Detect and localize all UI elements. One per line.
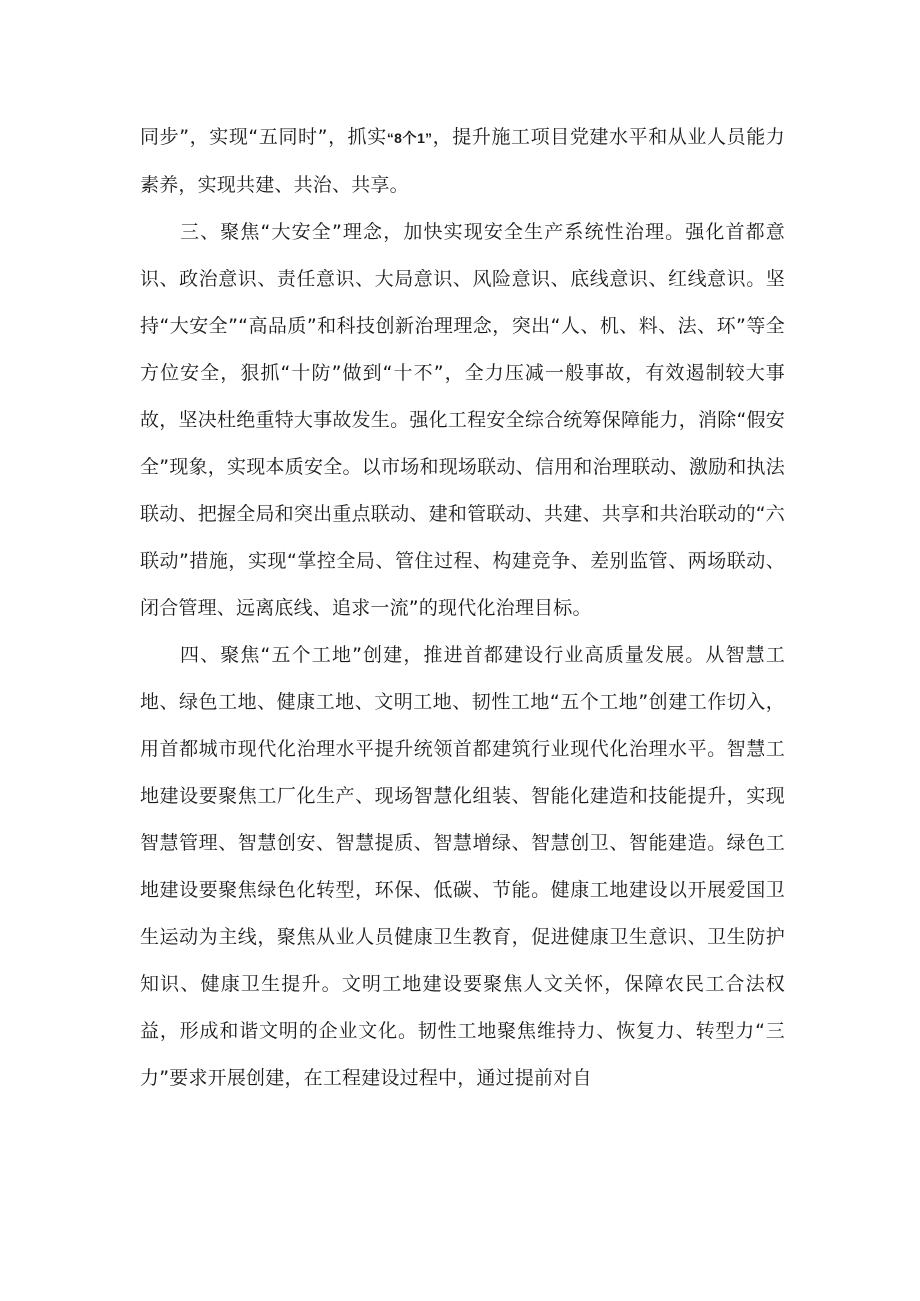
document-body bbox=[140, 114, 785, 1102]
paragraph-text-latin: “8个1” bbox=[386, 130, 433, 146]
paragraph-text: 同步”，实现“五同时”，抓实 bbox=[140, 126, 387, 148]
paragraph-text: 三、聚焦“大安全”理念，加快实现安全生产系统性治理。强化首都意识、政治意识、责任意识、大局意识、风险意识、底线意识、红线意识。坚持“大安全”“高品质”和科技创新治理理念，突出“人、机、料、法、环”等全方位安全，狠抓“十防”做到“十不”，全力压减一般事故，有效遏制较大事故，坚决杜绝重特大事故发生。强化工程安全综合统筹保障能力，消除“假安全”现象，实现本质安全。以市场和现场联动、信用和治理联动、激励和执法联动、把握全局和突出重点联动、建和管联动、共建、共享和共治联动的“六联动”措施，实现“掌控全局、管住过程、构建竞争、差别监管、两场联动、闭合管理、远离底线、追求一流”的现代化治理目标。 bbox=[140, 221, 785, 619]
paragraph-continuation bbox=[140, 114, 785, 209]
paragraph-text: ，提升施工项目党建水平和从业人员能力素养，实现共建、共治、共享。 bbox=[140, 126, 785, 196]
paragraph-section-three bbox=[140, 209, 785, 632]
paragraph-text: 四、聚焦“五个工地”创建，推进首都建设行业高质量发展。从智慧工地、绿色工地、健康工地、文明工地、韧性工地“五个工地”创建工作切入，用首都城市现代化治理水平提升统领首都建筑行业现代化治理水平。智慧工地建设要聚焦工厂化生产、现场智慧化组装、智能化建造和技能提升，实现智慧管理、智慧创安、智慧提质、智慧增绿、智慧创卫、智能建造。绿色工地建设要聚焦绿色化转型，环保、低碳、节能。健康工地建设以开展爱国卫生运动为主线，聚焦从业人员健康卫生教育，促进健康卫生意识、卫生防护知识、健康卫生提升。文明工地建设要聚焦人文关怀，保障农民工合法权益，形成和谐文明的企业文化。韧性工地聚焦维持力、恢复力、转型力“三力”要求开展创建，在工程建设过程中，通过提前对自 bbox=[140, 644, 785, 1089]
paragraph-section-four bbox=[140, 632, 785, 1102]
